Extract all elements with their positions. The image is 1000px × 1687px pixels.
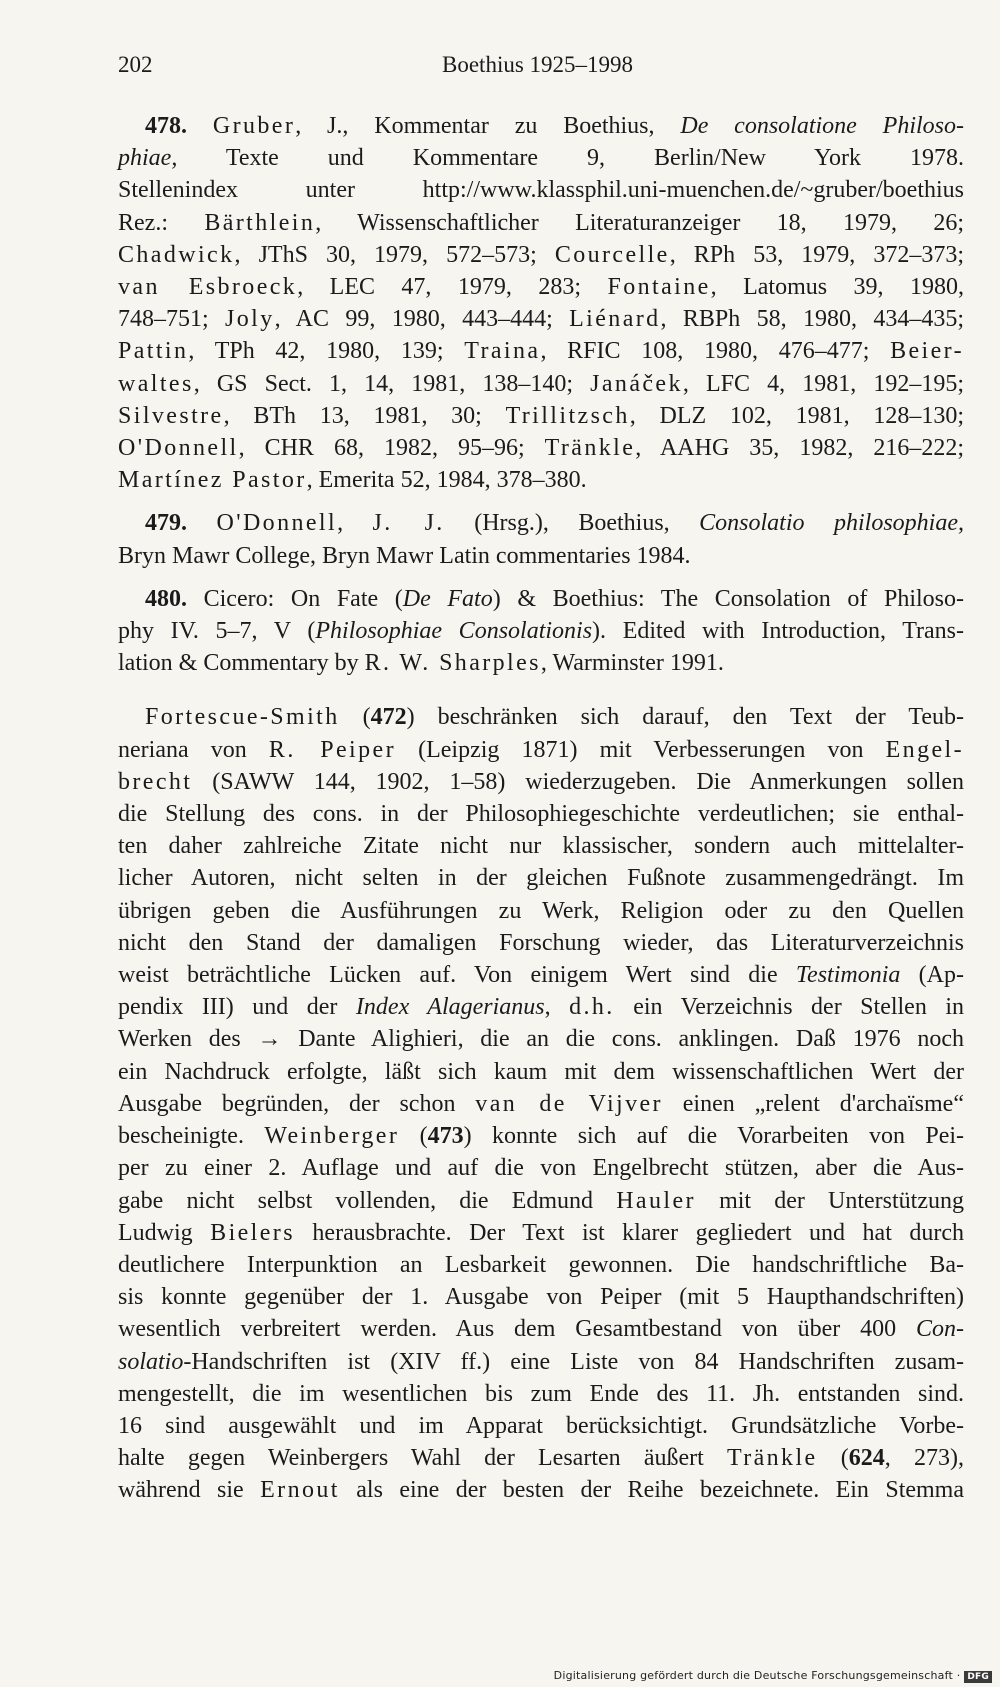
text-line — [118, 1185, 964, 1217]
text-run: , Emerita 52, 1984, 378–380. — [306, 467, 587, 494]
text-run: während sie — [118, 1477, 261, 1504]
text-run: , JThS 30, 1979, 572–573; — [234, 241, 555, 268]
text-line — [118, 540, 964, 572]
text-run: gabe nicht selbst vollenden, die Edmund — [118, 1187, 617, 1214]
text-run: , RFIC 108, 1980, 476–477; — [540, 338, 891, 365]
text-run: , LFC 4, 1981, 192–195; — [682, 370, 965, 397]
author-name: Engel- — [885, 736, 964, 763]
text-line — [118, 583, 964, 615]
text-run: lation & Commentary by — [118, 650, 365, 677]
text-line — [118, 647, 964, 679]
text-run: , J., Kommentar zu Boethius, — [295, 113, 681, 139]
italic-title: Testimonia — [795, 962, 901, 989]
text-run: bescheinigte. — [118, 1123, 265, 1150]
text-line — [118, 142, 964, 174]
text-line — [118, 239, 964, 271]
text-run: , DLZ 102, 1981, 128–130; — [629, 402, 964, 429]
italic-title: De consolatione Philoso- — [680, 113, 964, 139]
text-run: (Ap- — [900, 962, 964, 989]
author-name: Martínez Pastor — [118, 467, 307, 494]
text-run: phy IV. 5–7, V ( — [118, 618, 316, 645]
italic-title: solatio- — [118, 1348, 192, 1375]
text-run: , 273), — [884, 1445, 964, 1472]
text-run: sis konnte gegenüber der 1. Ausgabe von Peiper (mit 5 Haupthandschriften) — [118, 1284, 964, 1311]
italic-title: Philosophiae Consolationis — [315, 618, 593, 645]
text-line — [118, 959, 964, 991]
text-run: ( — [817, 1445, 849, 1472]
text-run: Texte und Kommentare 9, Berlin/New York 1978. — [177, 145, 964, 172]
text-line — [118, 1249, 964, 1281]
text-run: ). Edited with Introduction, Trans- — [592, 618, 965, 645]
text-line — [118, 368, 964, 400]
author-name: Hauler — [616, 1187, 696, 1214]
author-name: O'Donnell — [118, 435, 239, 462]
text-run: , LEC 47, 1979, 283; — [297, 274, 608, 301]
author-name: R. W. Sharples — [364, 650, 541, 677]
text-run: ) konnte sich auf die Vorarbeiten von Pei- — [463, 1123, 965, 1150]
text-run: , Wissenschaftlicher Literaturanzeiger 18, 1979, 26; — [315, 209, 965, 236]
author-name: brecht — [118, 768, 193, 795]
text-run: Ludwig — [118, 1219, 211, 1246]
text-run: deutlichere Interpunktion an Lesbarkeit gewonnen. Die handschriftliche Ba- — [118, 1251, 964, 1278]
text-run: wesentlich verbreitert werden. Aus dem Gesamtbestand von über 400 — [118, 1316, 916, 1343]
text-line — [118, 507, 964, 539]
text-run: pendix III) und der — [118, 994, 356, 1021]
running-header — [118, 52, 964, 86]
italic-title: De Fato — [402, 585, 493, 612]
text-line — [118, 110, 964, 142]
bibliography-entry — [118, 110, 964, 496]
text-run: , RPh 53, 1979, 372–373; — [669, 241, 964, 268]
text-line — [118, 991, 964, 1023]
author-name: van Esbroeck — [118, 274, 298, 301]
text-run: ( — [339, 704, 371, 731]
text-line — [118, 1120, 964, 1152]
text-run: Rez.: — [118, 209, 205, 236]
text-run: übrigen geben die Ausführungen zu Werk, Religion oder zu den Quellen — [118, 897, 964, 924]
author-name: Silvestre — [118, 402, 224, 429]
text-line — [118, 798, 964, 830]
text-run: , BTh 13, 1981, 30; — [223, 402, 506, 429]
text-line — [118, 207, 964, 239]
text-line — [118, 1313, 964, 1345]
digitization-footer — [554, 1669, 992, 1683]
text-line — [118, 830, 964, 862]
text-run: weist beträchtliche Lücken auf. Von einigem Wert sind die — [118, 962, 796, 989]
text-run: (Leipzig 1871) mit Verbesserungen von — [395, 736, 886, 763]
commentary-paragraph — [118, 701, 964, 1506]
text-run: neriana von — [118, 736, 269, 763]
text-line — [118, 464, 964, 496]
text-line — [118, 1410, 964, 1442]
text-run: (SAWW 144, 1902, 1–58) wiederzugeben. Die Anmerkungen sollen — [192, 768, 964, 795]
text-line — [118, 734, 964, 766]
text-line — [118, 895, 964, 927]
author-name: Courcelle — [554, 241, 670, 268]
text-run: Cicero: On Fate ( — [187, 585, 403, 612]
text-run: ein Nachdruck erfolgte, läßt sich kaum mit dem wissenschaftlichen Wert der — [118, 1058, 964, 1085]
author-name: Tränkle — [727, 1445, 818, 1472]
text-run: ) & Boethius: The Consolation of Philoso- — [492, 585, 964, 612]
author-name: J. J. — [372, 510, 445, 537]
text-run: 16 sind ausgewählt und im Apparat berücksichtigt. Grundsätzliche Vorbe- — [118, 1412, 964, 1439]
text-line — [118, 174, 964, 206]
text-run: , CHR 68, 1982, 95–96; — [238, 435, 545, 462]
author-name: Weinberger — [264, 1123, 400, 1150]
italic-title: Index Alagerianus — [355, 994, 545, 1021]
text-run: die Stellung des cons. in der Philosophiegeschichte verdeutlichen; sie enthal- — [118, 801, 964, 828]
author-name: Chadwick — [118, 241, 235, 268]
entry-number: 473 — [427, 1123, 464, 1150]
text-run: mengestellt, die im wesentlichen bis zum Ende des 11. Jh. entstanden sind. — [118, 1380, 964, 1407]
text-run: als eine der besten der Reihe bezeichnete. Ein Stemma — [339, 1477, 965, 1504]
text-run: , — [337, 510, 373, 537]
text-line — [118, 701, 964, 733]
text-run: ) beschränken sich darauf, den Text der Teub- — [406, 704, 964, 731]
dfg-logo: DFG — [964, 1671, 992, 1683]
author-name: Joly — [225, 306, 275, 333]
author-name: Gruber — [212, 113, 296, 139]
entry-number: 479. — [145, 510, 187, 537]
author-name: van de Vijver — [475, 1090, 663, 1117]
text-line — [118, 432, 964, 464]
author-name: Tränkle — [544, 435, 636, 462]
text-line — [118, 271, 964, 303]
text-line — [118, 1474, 964, 1506]
text-run: ten daher zahlreiche Zitate nicht nur klassischer, sondern auch mittelalter- — [118, 833, 964, 860]
text-line — [118, 1378, 964, 1410]
author-name: d.h. — [569, 994, 615, 1021]
text-run: , AC 99, 1980, 443–444; — [274, 306, 570, 333]
entry-number: 624 — [848, 1445, 885, 1472]
text-line — [118, 335, 964, 367]
text-run: , — [544, 994, 570, 1021]
text-run: (Hrsg.), Boethius, — [444, 510, 700, 537]
author-name: O'Donnell — [216, 510, 338, 537]
text-line — [118, 927, 964, 959]
author-name: Janáček — [590, 370, 683, 397]
text-line — [118, 1088, 964, 1120]
text-line — [118, 400, 964, 432]
author-name: Bielers — [210, 1219, 295, 1246]
text-run: Werken des → Dante Alighieri, die an die cons. anklingen. Daß 1976 noch — [118, 1026, 964, 1053]
text-line — [118, 1056, 964, 1088]
text-run: licher Autoren, nicht selten in der gleichen Fußnote zusammengedrängt. Im — [118, 865, 964, 892]
text-run: halte gegen Weinbergers Wahl der Lesarten äußert — [118, 1445, 727, 1472]
text-run: einen „relent d'archaïsme“ — [662, 1090, 964, 1117]
text-run: , RBPh 58, 1980, 434–435; — [660, 306, 965, 333]
entry-number: 480. — [145, 585, 187, 612]
author-name: waltes — [118, 370, 194, 397]
bibliography-entry — [118, 507, 964, 571]
bibliography-entries — [118, 110, 964, 679]
running-title: Boethius 1925–1998 — [442, 52, 634, 77]
text-run: ( — [399, 1123, 428, 1150]
text-run: Stellenindex unter http://www.klassphil.uni-muenchen.de/~gruber/boethius — [118, 177, 964, 204]
text-run — [187, 510, 216, 536]
author-name: Traina — [464, 338, 541, 365]
author-name: Pattin — [118, 338, 189, 365]
author-name: Bärthlein — [204, 209, 316, 236]
footer-credit: Digitalisierung gefördert durch die Deutsche Forschungsgemeinschaft · — [553, 1669, 961, 1682]
text-line — [118, 615, 964, 647]
author-name: R. Peiper — [268, 736, 396, 763]
author-name: Ernout — [260, 1477, 340, 1504]
text-line — [118, 1442, 964, 1474]
author-name: Beier- — [890, 338, 964, 365]
text-run: , Latomus 39, 1980, — [710, 274, 964, 301]
text-run: , AAHG 35, 1982, 216–222; — [635, 435, 964, 462]
author-name: Fontaine — [607, 274, 711, 301]
italic-title: Consolatio philosophiae, — [699, 510, 964, 537]
author-name: Fortescue-Smith — [145, 704, 340, 731]
text-run: , Warminster 1991. — [540, 650, 724, 677]
text-run: 748–751; — [118, 306, 226, 333]
text-run: Ausgabe begründen, der schon — [118, 1090, 476, 1117]
text-line — [118, 1023, 964, 1055]
text-run: , TPh 42, 1980, 139; — [188, 338, 465, 365]
text-run: per zu einer 2. Auflage und auf die von Engelbrecht stützen, aber die Aus- — [118, 1155, 964, 1182]
text-run: Bryn Mawr College, Bryn Mawr Latin commentaries 1984. — [118, 542, 691, 569]
bibliography-entry — [118, 583, 964, 680]
text-line — [118, 1152, 964, 1184]
text-line — [118, 862, 964, 894]
text-run — [187, 113, 213, 139]
text-run: herausbrachte. Der Text ist klarer gegliedert und hat durch — [294, 1219, 964, 1246]
text-line — [118, 1217, 964, 1249]
page-number: 202 — [118, 52, 153, 77]
text-run: ein Verzeichnis der Stellen in — [614, 994, 964, 1021]
text-line — [118, 766, 964, 798]
text-run: , GS Sect. 1, 14, 1981, 138–140; — [193, 370, 591, 397]
text-line — [118, 303, 964, 335]
text-run: Handschriften ist (XIV ff.) eine Liste von 84 Handschriften zusam- — [191, 1348, 964, 1375]
page-body — [118, 110, 964, 1507]
text-line — [118, 1346, 964, 1378]
text-run: mit der Unterstützung — [695, 1187, 965, 1214]
text-run: nicht den Stand der damaligen Forschung wieder, das Literaturverzeichnis — [118, 929, 964, 956]
italic-title: Con- — [916, 1316, 964, 1343]
author-name: Trillitzsch — [505, 402, 630, 429]
italic-title: phiae, — [118, 145, 178, 172]
text-line — [118, 1281, 964, 1313]
author-name: Liénard — [569, 306, 661, 333]
entry-number: 478. — [145, 113, 187, 139]
entry-number: 472 — [370, 704, 407, 731]
